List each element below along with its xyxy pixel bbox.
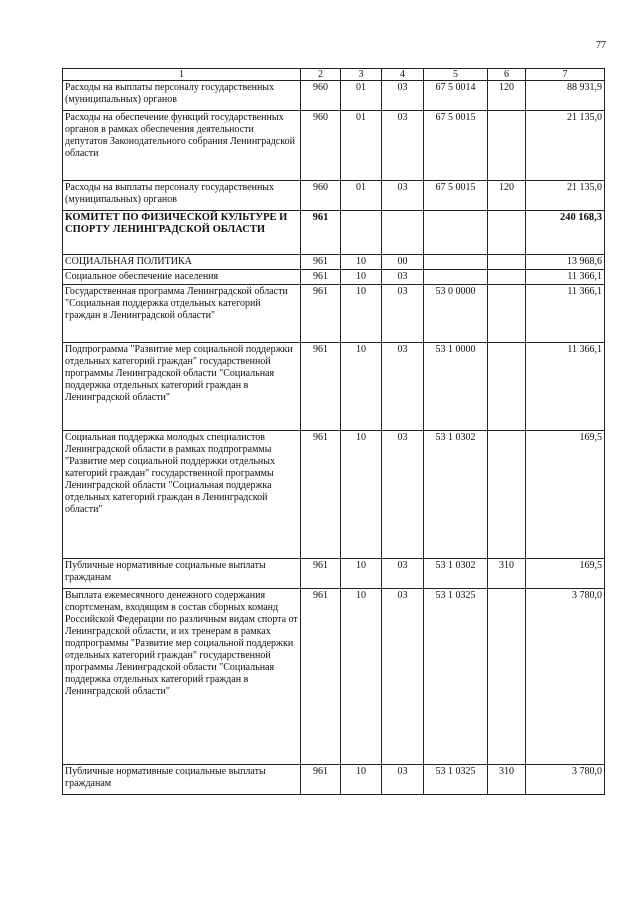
row-amount: 169,5 bbox=[526, 431, 605, 559]
row-section: 10 bbox=[341, 270, 382, 285]
row-kind bbox=[488, 431, 526, 559]
row-kind: 120 bbox=[488, 181, 526, 211]
row-name: Государственная программа Ленинградской области "Социальная поддержка отдельных категорий граждан в Ленинградской области" bbox=[63, 285, 301, 343]
row-section: 01 bbox=[341, 111, 382, 181]
row-code: 961 bbox=[301, 431, 341, 559]
header-col-4: 4 bbox=[382, 69, 424, 81]
row-kind bbox=[488, 589, 526, 765]
row-amount: 240 168,3 bbox=[526, 211, 605, 255]
row-kind: 310 bbox=[488, 765, 526, 795]
table-row bbox=[63, 255, 605, 270]
row-subsection: 03 bbox=[382, 81, 424, 111]
row-section: 10 bbox=[341, 285, 382, 343]
row-target: 53 1 0302 bbox=[424, 559, 488, 589]
row-subsection bbox=[382, 211, 424, 255]
row-amount: 88 931,9 bbox=[526, 81, 605, 111]
row-kind bbox=[488, 111, 526, 181]
table-row bbox=[63, 559, 605, 589]
row-target bbox=[424, 255, 488, 270]
row-amount: 11 366,1 bbox=[526, 270, 605, 285]
header-col-3: 3 bbox=[341, 69, 382, 81]
row-code: 961 bbox=[301, 343, 341, 431]
row-section: 10 bbox=[341, 559, 382, 589]
header-col-1: 1 bbox=[63, 69, 301, 81]
row-code: 961 bbox=[301, 559, 341, 589]
header-col-2: 2 bbox=[301, 69, 341, 81]
row-subsection: 03 bbox=[382, 765, 424, 795]
row-kind bbox=[488, 255, 526, 270]
header-col-6: 6 bbox=[488, 69, 526, 81]
row-subsection: 03 bbox=[382, 111, 424, 181]
row-kind bbox=[488, 270, 526, 285]
row-name: Расходы на выплаты персоналу государственных (муниципальных) органов bbox=[63, 181, 301, 211]
table-row bbox=[63, 343, 605, 431]
row-subsection: 03 bbox=[382, 270, 424, 285]
row-section: 10 bbox=[341, 589, 382, 765]
row-amount: 11 366,1 bbox=[526, 343, 605, 431]
row-section: 10 bbox=[341, 765, 382, 795]
table-row bbox=[63, 81, 605, 111]
row-subsection: 03 bbox=[382, 343, 424, 431]
row-name: Публичные нормативные социальные выплаты гражданам bbox=[63, 765, 301, 795]
row-amount: 21 135,0 bbox=[526, 181, 605, 211]
row-section: 10 bbox=[341, 431, 382, 559]
row-target: 53 0 0000 bbox=[424, 285, 488, 343]
table-row bbox=[63, 589, 605, 765]
row-subsection: 03 bbox=[382, 431, 424, 559]
row-name: КОМИТЕТ ПО ФИЗИЧЕСКОЙ КУЛЬТУРЕ И СПОРТУ ЛЕНИНГРАДСКОЙ ОБЛАСТИ bbox=[63, 211, 301, 255]
row-kind: 120 bbox=[488, 81, 526, 111]
row-kind bbox=[488, 343, 526, 431]
page-number: 77 bbox=[596, 40, 606, 51]
row-target bbox=[424, 211, 488, 255]
table-row-committee bbox=[63, 211, 605, 255]
row-code: 960 bbox=[301, 111, 341, 181]
row-amount: 21 135,0 bbox=[526, 111, 605, 181]
row-amount: 3 780,0 bbox=[526, 765, 605, 795]
budget-table bbox=[62, 68, 605, 795]
row-section: 01 bbox=[341, 181, 382, 211]
row-code: 961 bbox=[301, 765, 341, 795]
table-header-row bbox=[63, 69, 605, 81]
row-code: 961 bbox=[301, 211, 341, 255]
header-col-5: 5 bbox=[424, 69, 488, 81]
row-amount: 3 780,0 bbox=[526, 589, 605, 765]
table-row bbox=[63, 270, 605, 285]
row-name: Расходы на обеспечение функций государственных органов в рамках обеспечения деятельности депутатов Законодательного собрания Ленинградской области bbox=[63, 111, 301, 181]
row-target: 53 1 0302 bbox=[424, 431, 488, 559]
row-target: 53 1 0325 bbox=[424, 765, 488, 795]
row-kind bbox=[488, 211, 526, 255]
row-code: 961 bbox=[301, 589, 341, 765]
row-name: Социальная поддержка молодых специалистов Ленинградской области в рамках подпрограммы "Развитие мер социальной поддержки отдельных категорий граждан" государственной программы Ленинградской области "Социальная поддержка отдельных категорий граждан в Ленинградской области" bbox=[63, 431, 301, 559]
row-subsection: 03 bbox=[382, 285, 424, 343]
row-name: Социальное обеспечение населения bbox=[63, 270, 301, 285]
row-amount: 169,5 bbox=[526, 559, 605, 589]
row-code: 961 bbox=[301, 255, 341, 270]
row-code: 960 bbox=[301, 181, 341, 211]
row-code: 961 bbox=[301, 285, 341, 343]
row-code: 961 bbox=[301, 270, 341, 285]
row-subsection: 03 bbox=[382, 589, 424, 765]
table-row bbox=[63, 181, 605, 211]
row-subsection: 00 bbox=[382, 255, 424, 270]
table-row bbox=[63, 765, 605, 795]
row-section bbox=[341, 211, 382, 255]
row-name: Подпрограмма "Развитие мер социальной поддержки отдельных категорий граждан" государственной программы Ленинградской области "Социальная поддержка отдельных категорий граждан в Ленинградской области" bbox=[63, 343, 301, 431]
header-col-7: 7 bbox=[526, 69, 605, 81]
row-target: 67 5 0014 bbox=[424, 81, 488, 111]
row-target: 67 5 0015 bbox=[424, 111, 488, 181]
row-amount: 11 366,1 bbox=[526, 285, 605, 343]
row-section: 01 bbox=[341, 81, 382, 111]
row-target: 67 5 0015 bbox=[424, 181, 488, 211]
row-subsection: 03 bbox=[382, 181, 424, 211]
row-kind: 310 bbox=[488, 559, 526, 589]
row-name: СОЦИАЛЬНАЯ ПОЛИТИКА bbox=[63, 255, 301, 270]
table-row bbox=[63, 111, 605, 181]
row-section: 10 bbox=[341, 343, 382, 431]
row-name: Расходы на выплаты персоналу государственных (муниципальных) органов bbox=[63, 81, 301, 111]
row-target: 53 1 0000 bbox=[424, 343, 488, 431]
row-amount: 13 968,6 bbox=[526, 255, 605, 270]
row-target: 53 1 0325 bbox=[424, 589, 488, 765]
row-subsection: 03 bbox=[382, 559, 424, 589]
row-name: Выплата ежемесячного денежного содержания спортсменам, входящим в состав сборных команд Российской Федерации по различным видам спорта от Ленинградской области, и их тренерам в рамках подпрограммы "Развитие мер социальной поддержки отдельных категорий граждан" государственной программы Ленинградской области "Социальная поддержка отдельных категорий граждан в Ленинградской области" bbox=[63, 589, 301, 765]
row-name: Публичные нормативные социальные выплаты гражданам bbox=[63, 559, 301, 589]
table-row bbox=[63, 285, 605, 343]
row-target bbox=[424, 270, 488, 285]
row-kind bbox=[488, 285, 526, 343]
row-section: 10 bbox=[341, 255, 382, 270]
table-row bbox=[63, 431, 605, 559]
row-code: 960 bbox=[301, 81, 341, 111]
